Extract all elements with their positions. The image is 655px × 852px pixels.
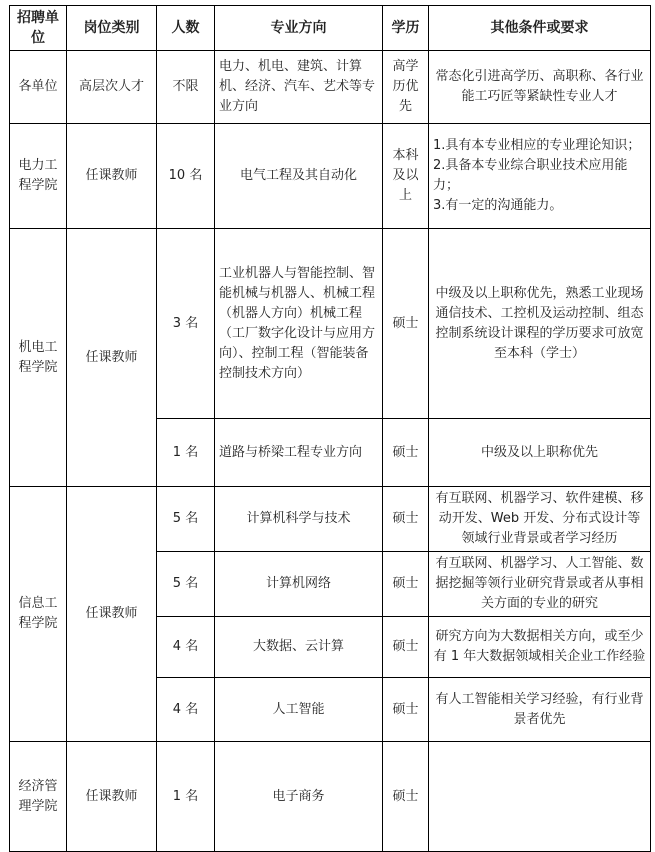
- table-row: [10, 124, 651, 229]
- cell-major: 道路与桥梁工程专业方向: [215, 419, 383, 487]
- table-row: [10, 51, 651, 124]
- cell-requirement: 有互联网、机器学习、人工智能、数据挖掘等领行业研究背景或者从事相关方面的专业的研究: [429, 552, 651, 617]
- cell-major: 电力、机电、建筑、计算机、经济、汽车、艺术等专业方向: [215, 51, 383, 124]
- cell-education: 硕士: [383, 552, 429, 617]
- cell-number: 4 名: [157, 678, 215, 742]
- header-major: 专业方向: [215, 6, 383, 51]
- cell-category: 任课教师: [67, 742, 157, 852]
- table-header-row: [10, 6, 651, 51]
- cell-major: 人工智能: [215, 678, 383, 742]
- cell-education: 硕士: [383, 617, 429, 678]
- cell-number: 3 名: [157, 229, 215, 419]
- cell-requirement: 常态化引进高学历、高职称、各行业能工巧匠等紧缺性专业人才: [429, 51, 651, 124]
- cell-major: 工业机器人与智能控制、智能机械与机器人、机械工程（机器人方向）机械工程（工厂数字化设计与应用方向）、控制工程（智能装备控制技术方向）: [215, 229, 383, 419]
- recruitment-table: [9, 5, 651, 852]
- cell-education: 硕士: [383, 487, 429, 552]
- cell-requirement: 有互联网、机器学习、软件建模、移动开发、Web 开发、分布式设计等领域行业背景或者学习经历: [429, 487, 651, 552]
- cell-education: 硕士: [383, 419, 429, 487]
- cell-unit: 机电工程学院: [10, 229, 67, 487]
- cell-number: 5 名: [157, 487, 215, 552]
- table-row: [10, 742, 651, 852]
- cell-number: 4 名: [157, 617, 215, 678]
- cell-category: 任课教师: [67, 487, 157, 742]
- cell-category: 高层次人才: [67, 51, 157, 124]
- cell-requirement: 中级及以上职称优先: [429, 419, 651, 487]
- cell-unit: 经济管理学院: [10, 742, 67, 852]
- requirement-item: 3.有一定的沟通能力。: [433, 198, 563, 213]
- cell-education: 硕士: [383, 742, 429, 852]
- cell-unit: 电力工程学院: [10, 124, 67, 229]
- cell-major: 计算机科学与技术: [215, 487, 383, 552]
- cell-education: 硕士: [383, 229, 429, 419]
- cell-number: 1 名: [157, 419, 215, 487]
- cell-education: 高学历优先: [383, 51, 429, 124]
- cell-major: 计算机网络: [215, 552, 383, 617]
- cell-requirement: 有人工智能相关学习经验，有行业背景者优先: [429, 678, 651, 742]
- cell-requirement: 中级及以上职称优先，熟悉工业现场通信技术、工控机及运动控制、组态控制系统设计课程的学历要求可放宽至本科（学士）: [429, 229, 651, 419]
- cell-requirement: 研究方向为大数据相关方向，或至少有 1 年大数据领域相关企业工作经验: [429, 617, 651, 678]
- cell-major: 大数据、云计算: [215, 617, 383, 678]
- cell-category: 任课教师: [67, 229, 157, 487]
- cell-education: 本科及以上: [383, 124, 429, 229]
- header-unit: 招聘单位: [10, 6, 67, 51]
- table-row: [10, 487, 651, 552]
- table-row: [10, 229, 651, 419]
- cell-category: 任课教师: [67, 124, 157, 229]
- cell-number: 1 名: [157, 742, 215, 852]
- requirement-item: 2.具备本专业综合职业技术应用能力；: [433, 158, 628, 193]
- cell-number: 5 名: [157, 552, 215, 617]
- cell-number: 不限: [157, 51, 215, 124]
- cell-number: 10 名: [157, 124, 215, 229]
- cell-major: 电子商务: [215, 742, 383, 852]
- cell-requirement: [429, 124, 651, 229]
- header-requirement: 其他条件或要求: [429, 6, 651, 51]
- header-number: 人数: [157, 6, 215, 51]
- cell-education: 硕士: [383, 678, 429, 742]
- cell-major: 电气工程及其自动化: [215, 124, 383, 229]
- requirement-item: 1.具有本专业相应的专业理论知识；: [433, 138, 641, 153]
- cell-unit: 各单位: [10, 51, 67, 124]
- header-category: 岗位类别: [67, 6, 157, 51]
- cell-requirement: [429, 742, 651, 852]
- header-education: 学历: [383, 6, 429, 51]
- cell-unit: 信息工程学院: [10, 487, 67, 742]
